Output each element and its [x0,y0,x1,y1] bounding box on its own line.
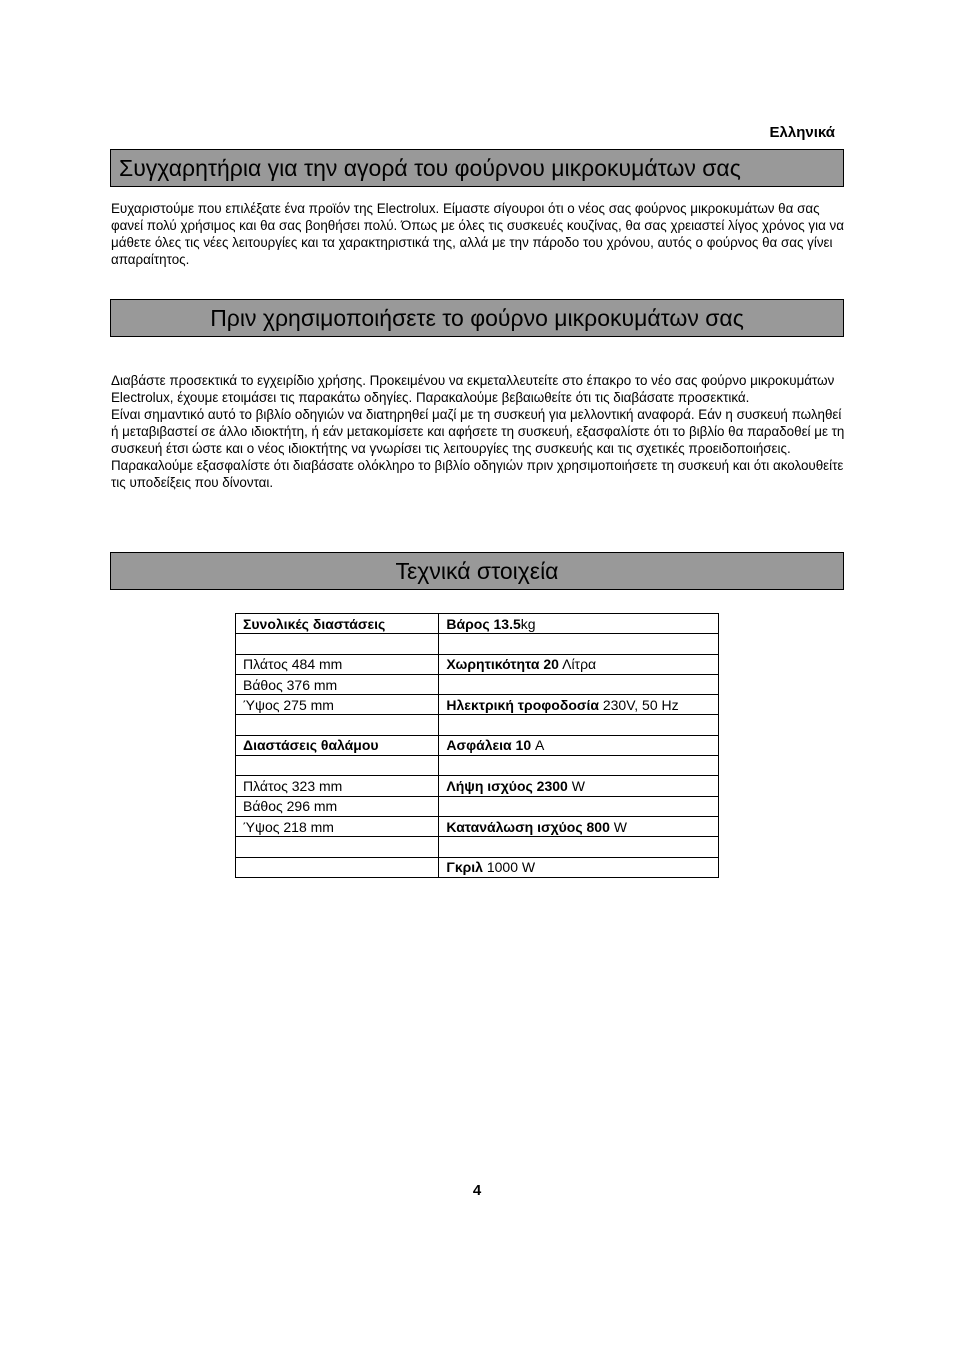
spec-row [236,614,719,634]
spec-row [236,695,719,715]
spec-cell-left [236,695,439,715]
spec-cell-right [439,816,719,836]
intro-paragraph: Ευχαριστούμε που επιλέξατε ένα προϊόν της Electrolux. Είμαστε σίγουροι ότι ο νέος σας φούρνος μικροκυμάτων θα σας φανεί πολύ χρήσιμος και θα σας βοηθήσει πολύ. Όπως με όλες τις συσκευές κουζίνας, θα σας χρειαστεί λίγος χρόνος για να μάθετε όλες τις νέες λειτουργίες και τα χαρακτηριστικά της, αλλά με την πάροδο του χρόνου, αυτός ο φούρνος θα σας γίνει απαραίτητος. [111,201,844,267]
spec-cell-left [236,735,439,755]
spec-value: Βάθος 376 mm [243,676,338,693]
spec-label: Λήψη ισχύος 2300 [446,778,568,795]
spec-row [236,776,719,796]
section-heading-congratulations: Συγχαρητήρια για την αγορά του φούρνου μικροκυμάτων σας [110,149,844,187]
spec-value: Πλάτος 484 mm [243,656,343,673]
spec-label: Γκριλ [446,859,483,876]
spec-row [236,816,719,836]
intro-text [111,200,847,268]
spec-row [236,857,719,877]
spec-cell-right [439,776,719,796]
spec-cell-left [236,816,439,836]
spec-cell-left [236,634,439,654]
spec-label: Συνολικές διαστάσεις [243,615,386,632]
spec-cell-left [236,776,439,796]
spec-cell-right [439,654,719,674]
spec-label: Βάρος 13.5 [446,615,521,632]
page-number: 4 [472,1182,482,1199]
spec-label: Ασφάλεια 10 [446,737,532,754]
spec-cell-right [439,674,719,694]
spec-cell-right [439,715,719,735]
spec-cell-left [236,857,439,877]
spec-value: Βάθος 296 mm [243,798,338,815]
spec-label: Ηλεκτρική τροφοδοσία [446,696,599,713]
spec-cell-left [236,614,439,634]
spec-cell-right [439,796,719,816]
instructions-text [111,372,847,491]
spec-cell-right [439,756,719,776]
spec-label: Κατανάλωση ισχύος 800 [446,818,610,835]
spec-value: kg [520,615,536,632]
spec-value: W [567,778,585,795]
spec-cell-right [439,857,719,877]
spec-cell-left [236,715,439,735]
spec-label: Διαστάσεις θαλάμου [243,737,379,754]
instructions-paragraph-1: Διαβάστε προσεκτικά το εγχειρίδιο χρήσης. Προκειμένου να εκμεταλλευτείτε στο έπακρο το νέο σας φούρνο μικροκυμάτων Electrolux, έχουμε ετοιμάσει τις παρακάτω οδηγίες. Παρακαλούμε βεβαιωθείτε ότι τις διαβάσατε προσεκτικά. [111,373,835,405]
spec-value: W [609,818,627,835]
spec-value: Ύψος 275 mm [243,696,334,713]
spec-value: Λίτρα [558,656,597,673]
technical-specs-table [235,613,719,878]
spec-row [236,654,719,674]
spec-label: Χωρητικότητα 20 [446,656,559,673]
spec-row [236,756,719,776]
language-label: Ελληνικά [769,124,835,141]
instructions-paragraph-3: Παρακαλούμε εξασφαλίστε ότι διαβάσατε ολόκληρο το βιβλίο οδηγιών πριν χρησιμοποιήσετε τη συσκευή και ότι ακολουθείτε τις υποδείξεις που δίνονται. [111,458,844,490]
section-heading-before-use: Πριν χρησιμοποιήσετε το φούρνο μικροκυμάτων σας [110,299,844,337]
spec-cell-left [236,674,439,694]
spec-cell-right [439,614,719,634]
spec-value: 230V, 50 Hz [598,696,679,713]
spec-row [236,715,719,735]
spec-value: 1000 W [482,859,536,876]
spec-cell-left [236,796,439,816]
spec-cell-right [439,695,719,715]
spec-row [236,796,719,816]
spec-cell-left [236,756,439,776]
spec-row [236,634,719,654]
spec-cell-right [439,735,719,755]
spec-value: Πλάτος 323 mm [243,778,343,795]
spec-value: Ύψος 218 mm [243,818,334,835]
spec-cell-right [439,634,719,654]
instructions-paragraph-2: Είναι σημαντικό αυτό το βιβλίο οδηγιών να διατηρηθεί μαζί με τη συσκευή για μελλοντική αναφορά. Εάν η συσκευή πωληθεί ή μεταβιβαστεί σε άλλο ιδιοκτήτη, ή εάν μετακομίσετε και αφήσετε τη συσκευή, εξασφαλίστε ότι το βιβλίο θα παραδοθεί με τη συσκευή έτσι ώστε και ο νέος ιδιοκτήτης να γνωρίσει τις λειτουργίες της συσκευής και τις σχετικές προειδοποιήσεις. [111,407,845,456]
spec-cell-left [236,654,439,674]
spec-row [236,837,719,857]
spec-row [236,674,719,694]
technical-specs-body [236,614,719,878]
spec-value: A [531,737,545,754]
section-heading-technical-data: Τεχνικά στοιχεία [110,552,844,590]
spec-cell-left [236,837,439,857]
spec-cell-right [439,837,719,857]
spec-row [236,735,719,755]
